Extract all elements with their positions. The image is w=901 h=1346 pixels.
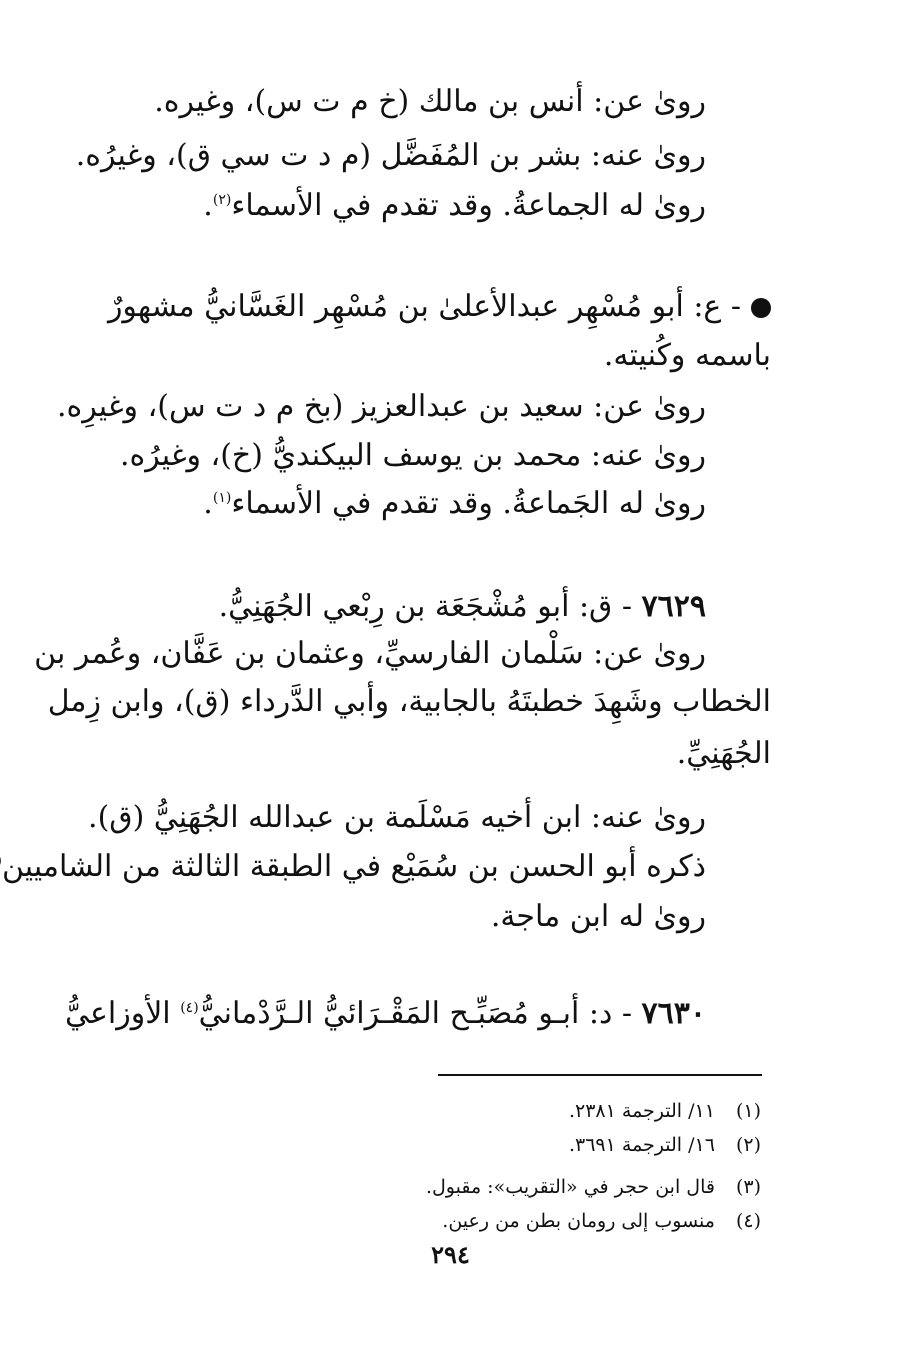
entry2-riwa-anhu: روىٰ عنه: محمد بن يوسف البيكنديُّ (خ)، وغيرُه. [119,438,706,473]
entry7630-heading [64,992,706,1036]
entry2-heading-cont: باسمه وكُنيته. [603,338,771,373]
entry2-heading [108,285,771,329]
footnote-2-text: ١٦/ الترجمة ٣٦٩١. [568,1134,715,1156]
footnote-3-text: قال ابن حجر في «التقريب»: مقبول. [425,1176,715,1198]
entry2-rawa-lahu: روىٰ له الجَماعةُ. وقد تقدم في الأسماء$^{(١)}$. [203,486,706,521]
page-number: ٢٩٤ [431,1240,470,1269]
entry1-rawa-lahu: روىٰ له الجماعةُ. وقد تقدم في الأسماء$^{(٢)}$. [203,188,706,223]
entry7629-riwa-an-1: روىٰ عن: سَلْمان الفارسيِّ، وعثمان بن عَفَّان، وعُمر بن [34,636,706,671]
footnote-2 [569,1130,761,1160]
entry2-rawa-lahu-text: روىٰ له الجَماعةُ. وقد تقدم في الأسماء [231,486,706,521]
entry7629-heading-text: - ق: أبو مُشْجَعَة بن رِبْعي الجُهَنِيُّ. [218,589,632,624]
footnote-3 [426,1172,761,1202]
entry7630-heading-tail: الأوزاعيُّ [64,996,171,1031]
footnote-separator [438,1074,762,1076]
footnote-1 [569,1096,761,1126]
entry7629-riwa-an-2: الخطاب وشَهِدَ خطبتَهُ بالجابية، وأبي الدَّرداء (ق)، وابن زِمل [47,684,771,719]
entry2-heading-text: - ع: أبو مُسْهِر عبدالأعلىٰ بن مُسْهِر الغَسَّانيُّ مشهورٌ [107,289,741,324]
footnote-4-number: (٤) [735,1210,761,1232]
footnote-ref-1: (١) [212,490,232,506]
entry1-rawa-lahu-text: روىٰ له الجماعةُ. وقد تقدم في الأسماء [231,188,706,223]
entry7629-rawa-lahu: روىٰ له ابن ماجة. [490,899,706,934]
entry1-riwa-an: روىٰ عن: أنس بن مالك (خ م ت س)، وغيره. [154,84,706,119]
entry7630-number: ٧٦٣٠ [641,996,706,1031]
bullet-icon [751,298,771,318]
footnote-1-text: ١١/ الترجمة ٢٣٨١. [568,1100,715,1122]
entry2-riwa-an: روىٰ عن: سعيد بن عبدالعزيز (بخ م د ت س)، وغيرِه. [57,389,706,424]
footnote-3-number: (٣) [735,1176,761,1198]
footnote-1-number: (١) [735,1100,761,1122]
entry7629-dhikr [0,845,706,889]
entry7629-dhikr-text: ذكره أبو الحسن بن سُمَيْع في الطبقة الثالثة من الشاميين [1,849,706,884]
entry7630-heading-text: - د: أبـو مُصَبِّـح المَقْـرَائيُّ الـرَّدْمانيُّ [198,996,632,1031]
entry7629-riwa-an-3: الجُهَنِيِّ. [676,736,771,771]
footnote-2-number: (٢) [735,1134,761,1156]
footnote-4-text: منسوب إلى رومان بطن من رعين. [442,1210,715,1232]
entry1-riwa-anhu: روىٰ عنه: بشر بن المُفَضَّل (م د ت سي ق)، وغيرُه. [75,138,706,173]
footnote-ref-2: (٢) [212,192,232,208]
footnote-ref-4: (٤) [180,1000,199,1016]
entry7629-number: ٧٦٢٩ [641,589,706,624]
entry7629-heading [219,585,706,629]
entry7629-riwa-anhu: روىٰ عنه: ابن أخيه مَسْلَمة بن عبدالله الجُهَنِيُّ (ق). [88,800,706,835]
footnote-4 [442,1206,761,1236]
